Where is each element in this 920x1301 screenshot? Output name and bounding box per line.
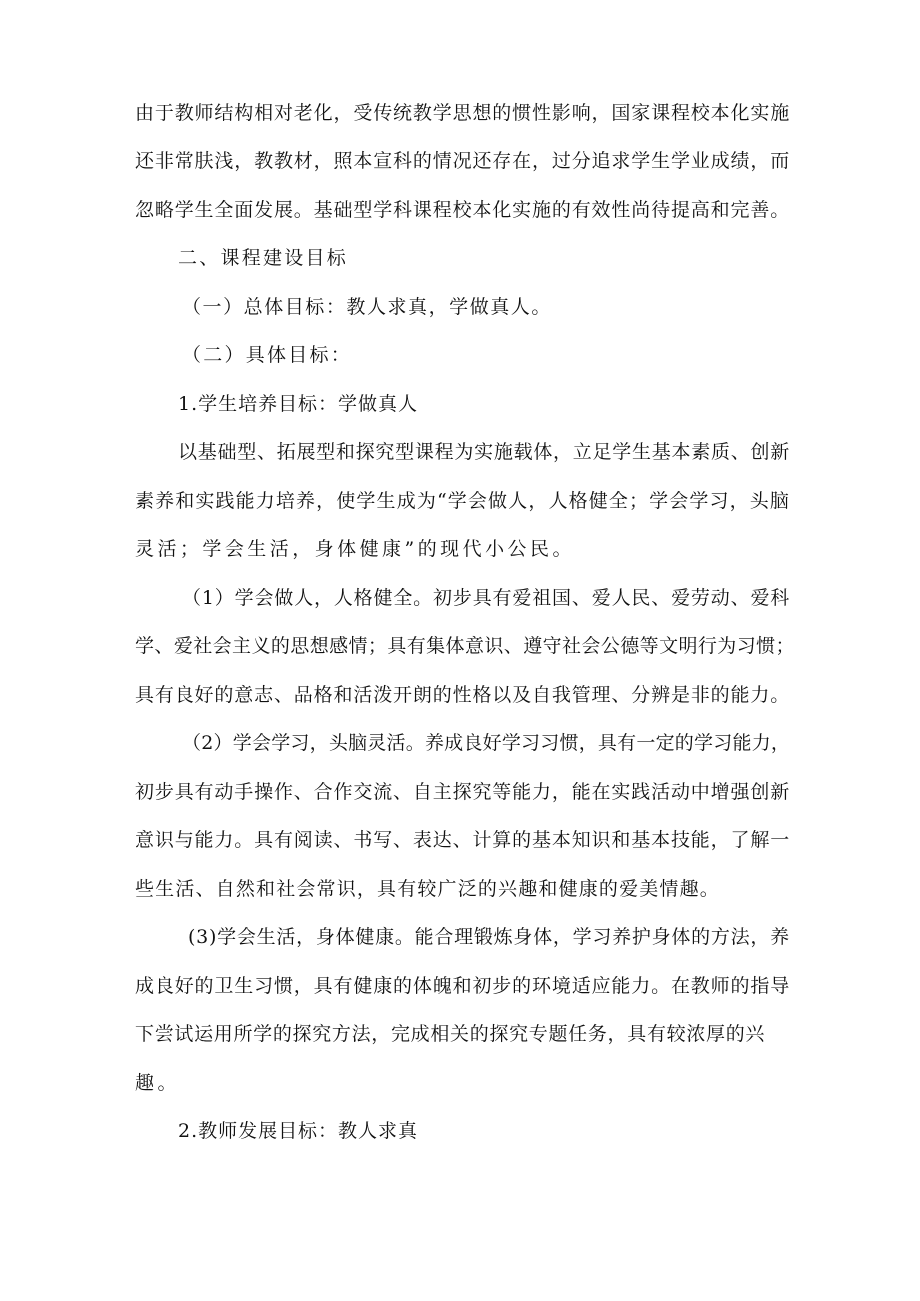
body-text-line: 趣。 [135, 1072, 180, 1094]
body-text-line: （1）学会做人，人格健全。初步具有爱祖国、爱人民、爱劳动、爱科 [182, 587, 791, 609]
body-text-line: 意识与能力。具有阅读、书写、表达、计算的基本知识和基本技能，了解一 [135, 829, 791, 851]
body-text-line: 成良好的卫生习惯，具有健康的体魄和初步的环境适应能力。在教师的指导 [135, 975, 791, 997]
body-text-line: （2）学会学习，头脑灵活。养成良好学习习惯，具有一定的学习能力， [182, 732, 791, 754]
body-text-line: 些生活、自然和社会常识，具有较广泛的兴趣和健康的爱美情趣。 [135, 878, 720, 900]
body-text-line: 忽略学生全面发展。基础型学科课程校本化实施的有效性尚待提高和完善。 [135, 199, 791, 221]
item-heading: 1.学生培养目标：学做真人 [178, 393, 418, 415]
subsection-heading: （二）具体目标： [182, 344, 353, 366]
body-text-line: 还非常肤浅，教教材，照本宣科的情况还存在，过分追求学生学业成绩，而 [135, 150, 791, 172]
body-text-line: 学、爱社会主义的思想感情；具有集体意识、遵守社会公德等文明行为习惯； [135, 635, 795, 657]
body-text-line: 由于教师结构相对老化，受传统教学思想的惯性影响，国家课程校本化实施 [135, 102, 791, 124]
subsection-heading: （一）总体目标：教人求真，学做真人。 [182, 296, 552, 318]
body-text-line: 下尝试运用所学的探究方法，完成相关的探究专题任务，具有较浓厚的兴 [135, 1023, 766, 1045]
section-heading: 二、课程建设目标 [178, 247, 349, 269]
body-text-line: (3)学会生活，身体健康。能合理锻炼身体，学习养护身体的方法，养 [188, 926, 790, 948]
body-text-line: 初步具有动手操作、合作交流、自主探究等能力，能在实践活动中增强创新 [135, 781, 791, 803]
body-text-line: 素养和实践能力培养，使学生成为“学会做人，人格健全；学会学习，头脑 [135, 490, 791, 512]
body-text-line: 灵活；学会生活，身体健康”的现代小公民。 [135, 538, 575, 560]
body-text-line: 具有良好的意志、品格和活泼开朗的性格以及自我管理、分辨是非的能力。 [135, 684, 791, 706]
body-text-line: 以基础型、拓展型和探究型课程为实施载体，立足学生基本素质、创新 [178, 441, 790, 463]
item-heading: 2.教师发展目标：教人求真 [178, 1120, 418, 1142]
